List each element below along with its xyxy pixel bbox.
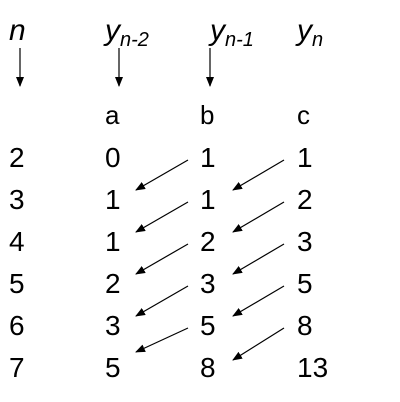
diag-arrow-c-to-b bbox=[233, 202, 284, 232]
cell-a: 5 bbox=[105, 352, 121, 383]
cell-n: 5 bbox=[9, 268, 25, 299]
cell-c: 8 bbox=[297, 310, 313, 341]
diag-arrow-b-to-a bbox=[136, 328, 188, 352]
column-label-a: a bbox=[105, 100, 120, 130]
cell-c: 1 bbox=[297, 142, 313, 173]
cell-a: 2 bbox=[105, 268, 121, 299]
header-n: n bbox=[9, 14, 26, 47]
cell-n: 2 bbox=[9, 142, 25, 173]
diag-arrow-b-to-a bbox=[136, 160, 188, 190]
header-y-n-minus-2: $y_{n-2}$ bbox=[105, 14, 149, 51]
cell-n: 3 bbox=[9, 184, 25, 215]
cell-c: 2 bbox=[297, 184, 313, 215]
cell-n: 4 bbox=[9, 226, 25, 257]
cell-b: 1 bbox=[200, 184, 216, 215]
cell-n: 7 bbox=[9, 352, 25, 383]
diag-arrow-c-to-b bbox=[233, 328, 284, 360]
cell-b: 2 bbox=[200, 226, 216, 257]
cell-a: 0 bbox=[105, 142, 121, 173]
header-y-n: $y_n$ bbox=[297, 14, 324, 51]
cell-b: 8 bbox=[200, 352, 216, 383]
cell-c: 13 bbox=[297, 352, 329, 383]
diag-arrow-b-to-a bbox=[136, 286, 188, 316]
diag-arrow-c-to-b bbox=[233, 286, 284, 316]
cell-a: 1 bbox=[105, 226, 121, 257]
diag-arrow-c-to-b bbox=[233, 160, 284, 190]
cell-c: 3 bbox=[297, 226, 313, 257]
cell-b: 5 bbox=[200, 310, 216, 341]
diag-arrow-b-to-a bbox=[136, 244, 188, 274]
cell-a: 1 bbox=[105, 184, 121, 215]
cell-a: 3 bbox=[105, 310, 121, 341]
cell-b: 3 bbox=[200, 268, 216, 299]
cell-n: 6 bbox=[9, 310, 25, 341]
column-label-c: c bbox=[297, 100, 310, 130]
header-y-n-minus-1: $y_{n-1}$ bbox=[210, 14, 254, 51]
cell-b: 1 bbox=[200, 142, 216, 173]
cell-c: 5 bbox=[297, 268, 313, 299]
diag-arrow-b-to-a bbox=[136, 202, 188, 232]
diag-arrow-c-to-b bbox=[233, 244, 284, 274]
column-label-b: b bbox=[200, 100, 215, 130]
